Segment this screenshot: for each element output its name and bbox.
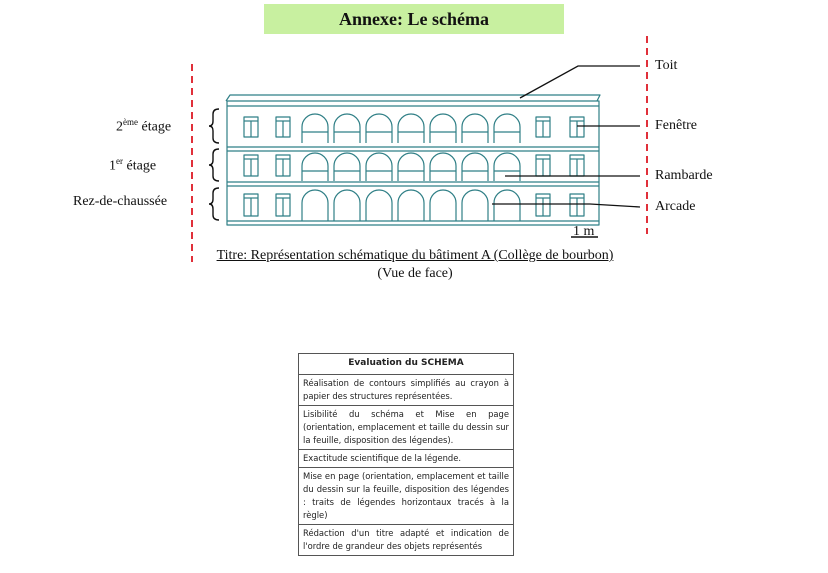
evaluation-header: Evaluation du SCHEMA <box>299 354 514 375</box>
evaluation-criterion-2: Lisibilité du schéma et Mise en page (orientation, emplacement et taille du dessin sur la feuille, disposition des légendes). <box>299 405 514 449</box>
arcade-opening <box>494 114 520 143</box>
building-sketch <box>226 95 600 225</box>
arcade-opening <box>398 153 424 181</box>
arcade-opening <box>462 190 488 221</box>
evaluation-criterion-4: Mise en page (orientation, emplacement et taille du dessin sur la feuille, disposition des légendes : traits de légendes horizontaux tracés à la règle) <box>299 468 514 525</box>
arcade-opening <box>334 153 360 181</box>
arcade-opening <box>302 114 328 143</box>
roof-outline <box>226 95 600 101</box>
legend-fenetre: Fenêtre <box>655 118 697 133</box>
brace-ground-floor <box>209 188 219 220</box>
arcade-opening <box>430 190 456 221</box>
arcade-opening <box>366 114 392 143</box>
label-1st-floor: 1er étage <box>109 156 157 174</box>
table-row <box>299 374 514 405</box>
scale-label: 1 m <box>573 224 595 239</box>
brace-2nd-floor <box>209 109 219 143</box>
page-title: Annexe: Le schéma <box>339 8 489 29</box>
table-row <box>299 468 514 525</box>
arcade-opening <box>430 153 456 181</box>
label-2nd-floor: 2ème étage <box>116 117 172 135</box>
arcade-opening <box>302 190 328 221</box>
table-row <box>299 405 514 449</box>
floor-braces <box>209 109 219 220</box>
arcade-opening <box>462 114 488 143</box>
brace-1st-floor <box>209 149 219 181</box>
evaluation-criterion-1: Réalisation de contours simplifiés au crayon à papier des structures représentées. <box>299 374 514 405</box>
arcade-opening <box>302 153 328 181</box>
legend-rambarde: Rambarde <box>655 168 713 183</box>
arcade-opening <box>430 114 456 143</box>
label-ground-floor: Rez-de-chaussée <box>73 194 168 209</box>
arcade-opening <box>494 153 520 181</box>
arcade-opening <box>366 190 392 221</box>
evaluation-criterion-5: Rédaction d'un titre adapté et indication de l'ordre de grandeur des objets représentés <box>299 525 514 556</box>
arcade-opening <box>334 114 360 143</box>
table-row <box>299 525 514 556</box>
evaluation-criterion-3: Exactitude scientifique de la légende. <box>299 450 514 468</box>
legend-toit: Toit <box>655 58 678 73</box>
table-row <box>299 450 514 468</box>
legend-arcade: Arcade <box>655 199 696 214</box>
diagram-caption-subtitle: (Vue de face) <box>377 266 453 281</box>
evaluation-table <box>298 353 514 556</box>
arcade-opening <box>366 153 392 181</box>
leader-toit <box>520 66 640 98</box>
arcade-opening <box>462 153 488 181</box>
leader-arcade <box>492 204 640 207</box>
arcade-opening <box>494 190 520 221</box>
arcade-opening <box>398 190 424 221</box>
arcade-opening <box>398 114 424 143</box>
arcade-opening <box>334 190 360 221</box>
diagram-caption-title: Titre: Représentation schématique du bâtiment A (Collège de bourbon) <box>216 248 614 263</box>
